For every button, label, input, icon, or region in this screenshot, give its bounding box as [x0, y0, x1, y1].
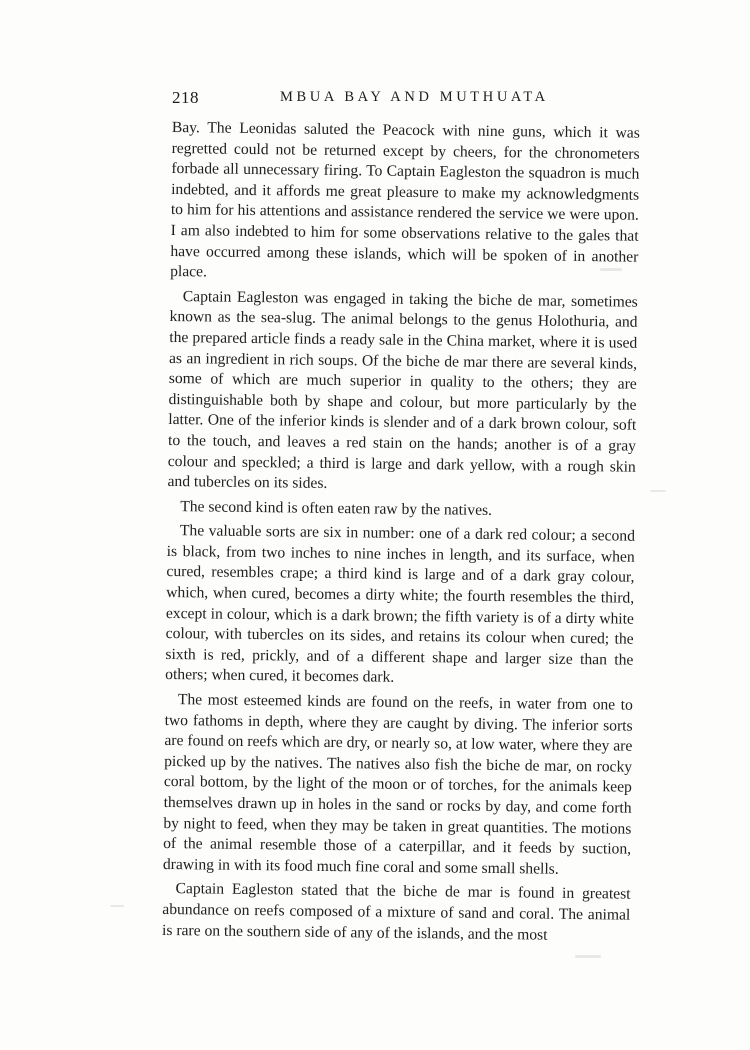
body-text — [162, 118, 640, 951]
paragraph: The most esteemed kinds are found on the reefs, in water from one to two fathoms in depth, where they are caught by diving. The inferior sorts are found on reefs which are dry, or nearly so, at low water, where they are picked up by the natives. The natives also fish the biche de mar, on rocky coral bottom, by the light of the moon or of torches, for the animals keep themselves drawn up in holes in the sand or rocks by day, and come forth by night to feed, when they may be taken in great quantities. The motions of the animal resemble those of a caterpillar, and it feeds by suction, drawing in with its food much fine coral and some small shells. — [162, 691, 633, 878]
paragraph: Bay. The Leonidas saluted the Peacock with nine guns, which it was regretted could not be returned except by cheers, for the chronometers forbade all unnecessary firing. To Captain Eagleston the squadron is much indebted, and it affords me great pleasure to make my acknowledgments to him for his attentions and assistance rendered the service we were upon. I am also indebted to him for some observations relative to the gales that have occurred among these islands, which will be spoken of in another place. — [170, 118, 640, 281]
paragraph: The valuable sorts are six in number: one of a dark red colour; a second is black, from two inches to nine inches in length, and its surface, when cured, resembles crape; a third kind is large and of a dark gray colour, which, when cured, becomes a dirty white; the fourth resembles the third, except in colour, which is a dark brown; the fifth variety is of a dirty white colour, with tubercles on its sides, and retains its colour when cured; the sixth is red, prickly, and of a different shape and larger size than the others; when cured, it becomes dark. — [165, 522, 636, 687]
paper-blemish — [575, 955, 601, 958]
paragraph: Captain Eagleston was engaged in taking the biche de mar, sometimes known as the sea-slug. The animal belongs to the genus Holothuria, and the prepared article finds a ready sale in the China market, where it is used as an ingredient in rich soups. Of the biche de mar there are several kinds, some of which are much superior in quality to the others; they are distinguishable both by shape and colour, but more particularly by the latter. One of the inferior kinds is slender and of a dark brown colour, soft to the touch, and leaves a red stain on the hands; another is of a gray colour and speckled; a third is large and dark yellow, with a rough skin and tubercles on its sides. — [167, 287, 638, 493]
paper-blemish — [650, 490, 666, 492]
paragraph: The second kind is often eaten raw by the natives. — [180, 497, 493, 519]
paragraph: Captain Eagleston stated that the biche de mar is found in greatest abundance on reefs composed of a mixture of sand and coral. The animal is rare on the southern side of any of the islands, and the most — [161, 880, 631, 944]
page-number: 218 — [172, 88, 199, 107]
page-header — [172, 88, 632, 112]
running-title: MBUA BAY AND MUTHUATA — [280, 89, 549, 105]
paper-blemish — [110, 905, 124, 907]
